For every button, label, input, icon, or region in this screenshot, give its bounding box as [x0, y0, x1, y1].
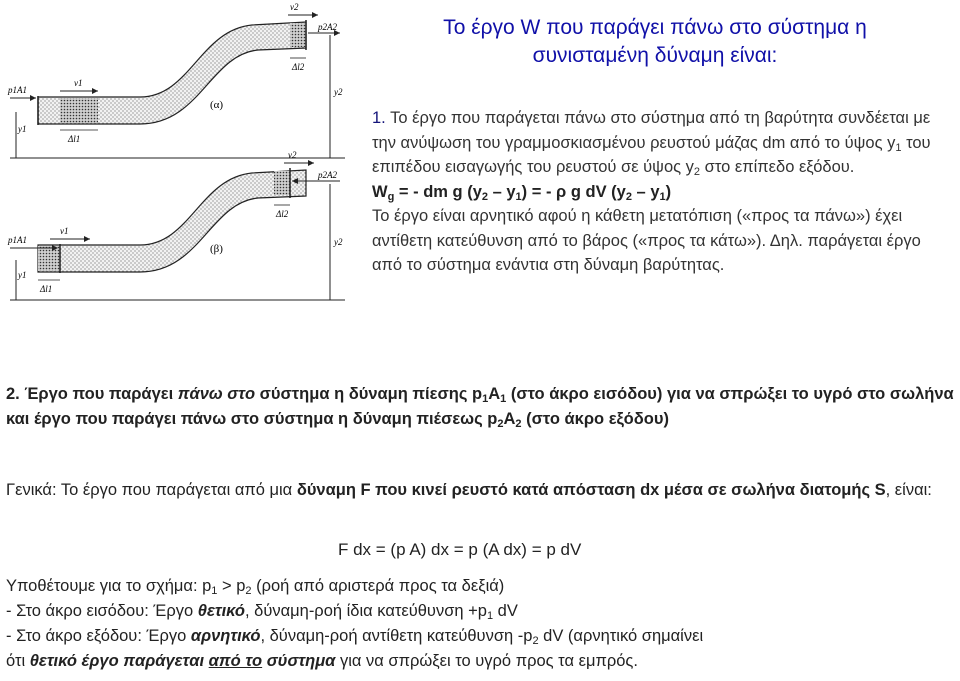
item-1-text-c: στο επίπεδο εξόδου.	[700, 158, 855, 176]
title-line-1: Το έργο W που παράγει πάνω στο σύστημα η	[443, 16, 867, 39]
assume-line-3	[6, 624, 956, 649]
pipe-b-outlet-shade	[274, 171, 290, 195]
a2s: 1	[486, 610, 494, 622]
sub-y2: 2	[693, 166, 701, 178]
diagram-b-p2a2: p2A2	[318, 170, 337, 180]
general-t3: , είναι:	[885, 481, 932, 499]
slide-title	[370, 14, 940, 70]
a4d: από το	[208, 652, 263, 670]
item-2-t5: A	[503, 410, 516, 428]
assume-line-4	[6, 649, 956, 674]
a3b: αρνητικό	[190, 627, 261, 645]
eq-w: W	[372, 182, 388, 201]
assumptions-block	[6, 574, 956, 674]
gravity-work-equation	[372, 180, 947, 205]
item-2-t6: (στο άκρο εξόδου)	[521, 410, 669, 428]
a1c: (ροή από αριστερά προς τα δεξιά)	[251, 577, 505, 595]
diagram-b	[7, 150, 345, 300]
pipe-b-body	[38, 170, 306, 272]
item-1-number: 1.	[372, 109, 386, 127]
a2d: dV	[493, 602, 518, 620]
a1a: Υποθέτουμε για το σχήμα: p	[6, 577, 212, 595]
diagram-b-v2: v2	[288, 150, 297, 160]
assume-line-2	[6, 599, 956, 624]
item-2-s2b: 2	[515, 418, 522, 430]
diagram-a-v1: v1	[74, 78, 83, 88]
pipe-flow-figure	[0, 0, 370, 320]
item-1-explanation: Το έργο είναι αρνητικό αφού η κάθετη μετατόπιση («προς τα πάνω») έχει αντίθετη κατεύθυνση από το βάρος («προς τα κάτω»). Δηλ. παράγεται έργο από το σύστημα ενάντια στη δύναμη βαρύτητας.	[372, 207, 921, 274]
eq-sub-2b: 2	[625, 190, 632, 203]
item-2-s1: 1	[482, 393, 489, 405]
pipe-a-inlet-shade	[60, 98, 98, 123]
general-t1: Γενικά: Το έργο που παράγεται από μια	[6, 481, 297, 499]
general-statement	[6, 478, 956, 503]
a3s: 2	[532, 635, 539, 647]
diagram-a-y2: y2	[334, 87, 343, 97]
item-2-t3: A	[488, 385, 501, 403]
a4g: για να σπρώξει το υγρό προς τα εμπρός.	[335, 652, 638, 670]
diagram-a-p1a1: p1A1	[8, 85, 27, 95]
item-1-block	[372, 106, 947, 278]
a4a: ότι	[6, 652, 30, 670]
item-1-text-b: του επιπέδου εισαγωγής του ρευστού σε ύψος y	[372, 133, 931, 176]
a3d: dV (αρνητικό σημαίνει	[538, 627, 704, 645]
diagram-b-dl2: Δl2	[276, 209, 289, 219]
diagram-b-y1: y1	[18, 270, 27, 280]
sub-y1: 1	[895, 141, 902, 154]
eq-part-3: ) = - ρ g dV (y	[521, 182, 626, 201]
a3c: , δύναμη-ροή αντίθετη κατεύθυνση -p	[260, 627, 533, 645]
general-bold: δύναμη F που κινεί ρευστό κατά απόσταση dx μέσα σε σωλήνα διατομής S	[296, 481, 886, 499]
a2a: - Στο άκρο εισόδου: Έργο	[6, 602, 198, 620]
a1s1: 1	[211, 585, 218, 597]
eq-sub-1: 1	[515, 190, 522, 203]
item-2-t2: σύστημα η δύναμη πίεσης p	[255, 385, 483, 403]
diagram-a-y1: y1	[18, 124, 27, 134]
pipe-b-inlet-shade	[38, 246, 60, 271]
pipe-a-outlet-shade	[290, 23, 306, 47]
eq-part-2: – y	[488, 182, 516, 201]
diagram-b-v1: v1	[60, 226, 69, 236]
a2c: , δύναμη-ροή ίδια κατεύθυνση +p	[244, 602, 487, 620]
item-1-paragraph	[372, 106, 947, 180]
diagram-a	[7, 2, 345, 158]
diagram-a-p2a2: p2A2	[318, 22, 337, 32]
eq-sub-1b: 1	[659, 190, 666, 203]
diagram-a-label: (α)	[210, 99, 224, 111]
eq-sub-g: g	[387, 190, 395, 203]
eq-sub-2: 2	[481, 190, 488, 203]
work-formula: F dx = (p A) dx = p (A dx) = p dV	[338, 540, 582, 559]
eq-part-1: = - dm g (y	[394, 182, 482, 201]
item-2-t4: (στο άκρο εισόδου) για να σπρώξει το υγρό στο σωλήνα και έργο που παράγει πάνω στο σύστημα η δύναμη πιέσεως p	[6, 385, 954, 428]
a1b: > p	[217, 577, 246, 595]
diagram-b-dl1: Δl1	[40, 284, 53, 294]
diagram-a-v2: v2	[290, 2, 299, 12]
item-2-italic: πάνω στο	[177, 385, 256, 403]
diagram-b-y2: y2	[334, 237, 343, 247]
diagram-b-label: (β)	[210, 243, 223, 255]
item-2-s1b: 1	[500, 393, 507, 405]
item-2-paragraph	[6, 382, 956, 432]
assume-line-1	[6, 574, 956, 599]
diagram-a-dl1: Δl1	[68, 134, 81, 144]
eq-part-5: )	[665, 182, 672, 201]
item-2-s2: 2	[497, 418, 504, 430]
a3a: - Στο άκρο εξόδου: Έργο	[6, 627, 191, 645]
title-line-2: συνισταμένη δύναμη είναι:	[532, 44, 778, 67]
a1s2: 2	[245, 585, 252, 597]
item-1-text-a: Το έργο που παράγεται πάνω στο σύστημα από τη βαρύτητα συνδέεται με την ανύψωση του γραμμοσκιασμένου ρευστού μάζας dm από το ύψος y	[372, 109, 931, 152]
diagram-b-p1a1: p1A1	[8, 235, 27, 245]
eq-part-4: – y	[631, 182, 660, 201]
a4b: θετικό έργο παράγεται	[29, 652, 205, 670]
item-2-t1: 2. Έργο που παράγει	[6, 385, 178, 403]
diagram-a-dl2: Δl2	[292, 62, 305, 72]
item-2-block	[6, 382, 956, 432]
a2b: θετικό	[197, 602, 245, 620]
a4f: σύστημα	[266, 652, 336, 670]
